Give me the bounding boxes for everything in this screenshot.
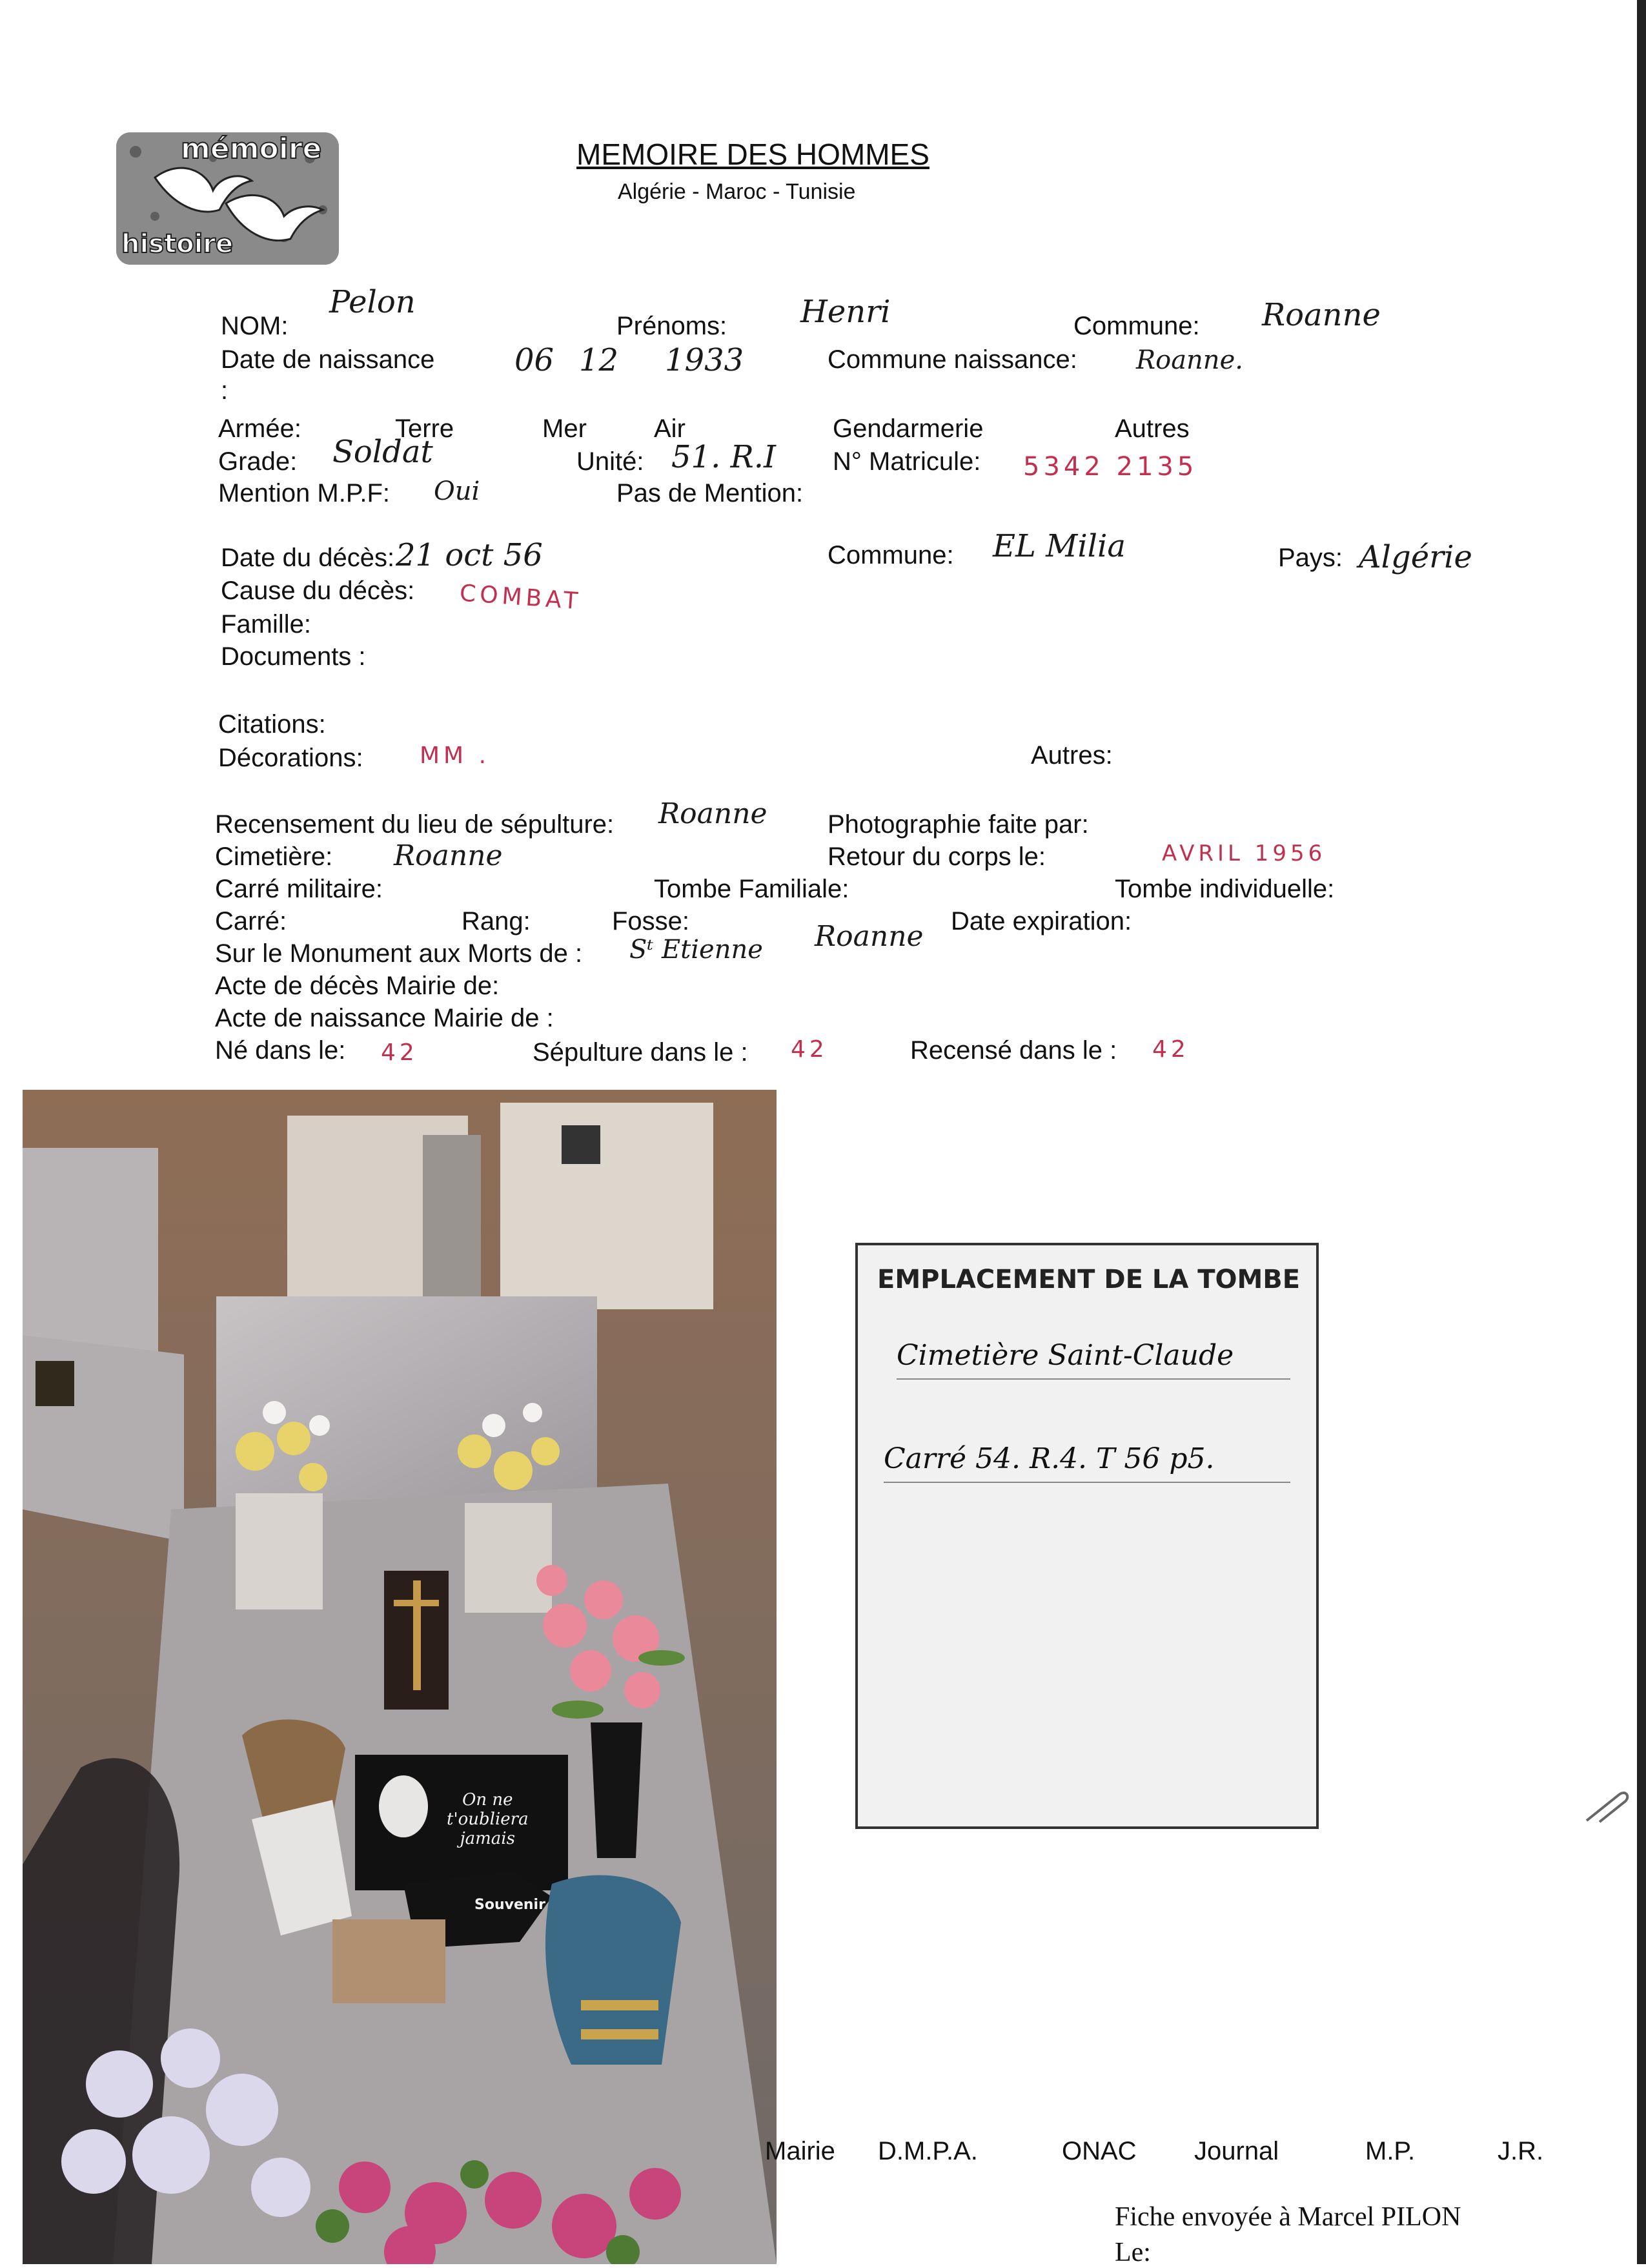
emplacement-cimetiere: Cimetière Saint-Claude xyxy=(897,1339,1290,1380)
page-title: MEMOIRE DES HOMMES xyxy=(576,138,930,171)
pas-mention-label: Pas de Mention: xyxy=(616,479,804,507)
monument-label: Sur le Monument aux Morts de : xyxy=(215,939,583,968)
documents-label: Documents : xyxy=(221,642,366,671)
naissance-month: 12 xyxy=(579,342,619,378)
armee-terre: Terre xyxy=(395,414,454,443)
scan-edge xyxy=(1637,0,1646,2264)
prenoms-value: Henri xyxy=(800,294,891,330)
footer-jr: J.R. xyxy=(1498,2137,1544,2165)
armee-label: Armée: xyxy=(218,414,301,443)
emplacement-title: EMPLACEMENT DE LA TOMBE xyxy=(877,1265,1301,1294)
acte-naissance-label: Acte de naissance Mairie de : xyxy=(215,1004,554,1032)
paperclip-icon xyxy=(1580,1782,1632,1834)
memoire-histoire-logo xyxy=(116,132,339,265)
fiche-envoyee: Fiche envoyée à Marcel PILON xyxy=(1115,2202,1461,2232)
plaque-line-2: t'oubliera xyxy=(447,1810,529,1829)
monument-value-1: Sᵗ Etienne xyxy=(629,935,763,965)
recensement-label: Recensement du lieu de sépulture: xyxy=(215,810,615,839)
armee-mer: Mer xyxy=(542,414,587,443)
retour-corps-value: AVRIL 1956 xyxy=(1162,841,1326,866)
tombe-familiale-label: Tombe Familiale: xyxy=(654,875,849,903)
unite-value: 51. R.I xyxy=(671,439,776,475)
commune-value: Roanne xyxy=(1262,297,1381,333)
emplacement-carre: Carré 54. R.4. T 56 p5. xyxy=(884,1442,1290,1483)
ne-dans-label: Né dans le: xyxy=(215,1036,346,1065)
autres-honneurs-label: Autres: xyxy=(1031,741,1113,770)
plaque-text xyxy=(447,1790,529,1848)
emplacement-box xyxy=(855,1243,1319,1829)
grade-label: Grade: xyxy=(218,447,298,476)
matricule-value: 5342 2135 xyxy=(1023,452,1198,482)
nom-label: NOM: xyxy=(221,312,289,340)
plaque-line-3: jamais xyxy=(460,1829,515,1848)
mpf-label: Mention M.P.F: xyxy=(218,479,391,507)
cimetiere-label: Cimetière: xyxy=(215,843,333,871)
carre-label: Carré: xyxy=(215,907,287,935)
footer-mp: M.P. xyxy=(1365,2137,1416,2165)
cause-deces-label: Cause du décès: xyxy=(221,577,415,605)
recensement-value: Roanne xyxy=(658,797,767,830)
date-deces-value: 21 oct 56 xyxy=(396,537,543,573)
page-subtitle: Algérie - Maroc - Tunisie xyxy=(618,179,856,204)
mpf-value: Oui xyxy=(434,476,480,506)
sepulture-dans-value: 42 xyxy=(791,1036,828,1063)
plaque-line-1: On ne xyxy=(462,1790,513,1810)
naissance-year: 1933 xyxy=(665,342,744,378)
grave-photo-illustration xyxy=(23,1090,777,2264)
footer-dmpa: D.M.P.A. xyxy=(878,2137,978,2165)
date-expiration-label: Date expiration: xyxy=(951,907,1132,935)
fosse-label: Fosse: xyxy=(612,907,690,935)
logo-text-histoire: histoire xyxy=(121,229,234,259)
naissance-day: 06 xyxy=(514,342,554,378)
pays-label: Pays: xyxy=(1278,544,1343,572)
matricule-label: N° Matricule: xyxy=(833,447,981,476)
footer-journal: Journal xyxy=(1194,2137,1279,2165)
recense-dans-value: 42 xyxy=(1152,1036,1190,1063)
cimetiere-value: Roanne xyxy=(394,839,503,872)
monument-value-2: Roanne xyxy=(815,920,924,953)
nom-value: Pelon xyxy=(329,284,416,320)
commune-naissance-label: Commune naissance: xyxy=(828,345,1077,374)
cause-deces-value: COMBAT xyxy=(458,580,583,615)
armee-gendarmerie: Gendarmerie xyxy=(833,414,984,443)
unite-label: Unité: xyxy=(576,447,644,476)
prenoms-label: Prénoms: xyxy=(616,312,727,340)
carre-militaire-label: Carré militaire: xyxy=(215,875,383,903)
footer-onac: ONAC xyxy=(1062,2137,1137,2165)
retour-corps-label: Retour du corps le: xyxy=(828,843,1046,871)
armee-autres: Autres xyxy=(1115,414,1190,443)
grave-photo xyxy=(23,1090,777,2264)
armee-air: Air xyxy=(654,414,686,443)
decorations-value: MM . xyxy=(420,742,491,769)
commune-naissance-value: Roanne. xyxy=(1136,345,1243,375)
citations-label: Citations: xyxy=(218,710,326,739)
rang-label: Rang: xyxy=(462,907,531,935)
recense-dans-label: Recensé dans le : xyxy=(910,1036,1117,1065)
footer-mairie: Mairie xyxy=(765,2137,835,2165)
commune-deces-label: Commune: xyxy=(828,541,954,569)
sepulture-dans-label: Sépulture dans le : xyxy=(533,1038,748,1067)
ne-dans-value: 42 xyxy=(381,1039,418,1066)
date-deces-label: Date du décès: xyxy=(221,544,395,572)
decorations-label: Décorations: xyxy=(218,744,363,772)
tombe-individuelle-label: Tombe individuelle: xyxy=(1115,875,1335,903)
naissance-label: Date de naissance xyxy=(221,345,435,374)
pays-value: Algérie xyxy=(1359,539,1472,575)
naissance-colon: : xyxy=(221,376,229,405)
fiche-date-label: Le: xyxy=(1115,2238,1151,2267)
photo-faite-label: Photographie faite par: xyxy=(828,810,1089,839)
logo-text-memoire: mémoire xyxy=(181,132,322,165)
acte-deces-label: Acte de décès Mairie de: xyxy=(215,972,500,1000)
commune-deces-value: EL Milia xyxy=(993,528,1126,564)
souvenir-plaque-text: Souvenir xyxy=(474,1897,545,1913)
famille-label: Famille: xyxy=(221,610,312,639)
commune-label: Commune: xyxy=(1073,312,1200,340)
grade-value: Soldat xyxy=(332,434,433,470)
